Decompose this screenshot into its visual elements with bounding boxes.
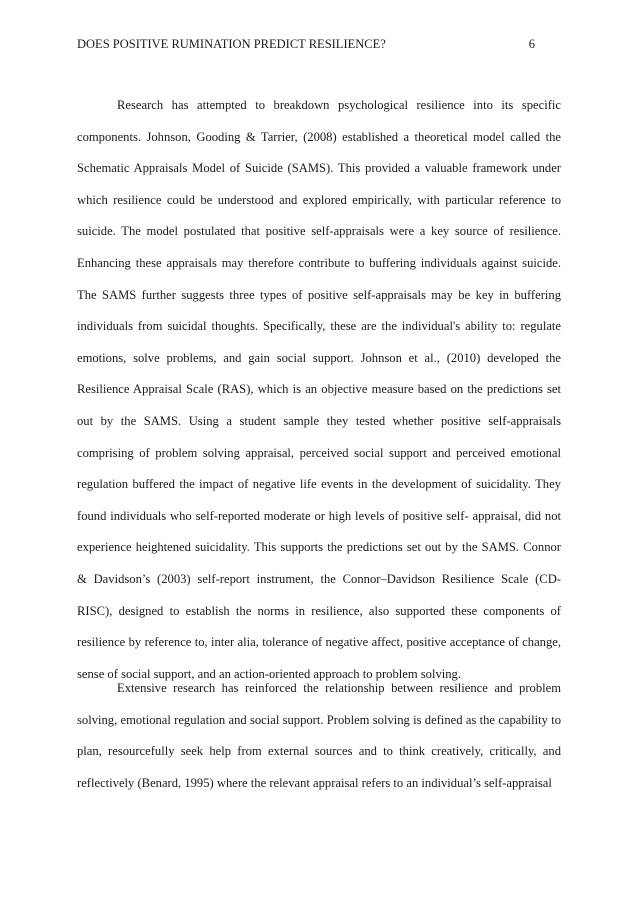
body-paragraph: Research has attempted to breakdown psychological resilience into its specific components. Johnson, Gooding & Tarrier, (2008) established a theoretical model called the Schematic Appraisals Model of Suicide (SAMS). This provided a valuable framework under which resilience could be understood and explored empirically, with particular reference to suicide. The model postulated that positive self-appraisals were a key source of resilience. Enhancing these appraisals may therefore contribute to buffering individuals against suicide. The SAMS further suggests three types of positive self-appraisals may be key in buffering individuals from suicidal thoughts. Specifically, these are the individual's ability to: regulate emotions, solve problems, and gain social support. Johnson et al., (2010) developed the Resilience Appraisal Scale (RAS), which is an objective measure based on the predictions set out by the SAMS. Using a student sample they tested whether positive self-appraisals comprising of problem solving appraisal, perceived social support and perceived emotional regulation buffered the impact of negative life events in the development of suicidality. They found individuals who self-reported moderate or high levels of positive self- appraisal, did not experience heightened suicidality. This supports the predictions set out by the SAMS. Connor & Davidson’s (2003) self-report instrument, the Connor–Davidson Resilience Scale (CD-RISC), designed to establish the norms in resilience, also supported these components of resilience by reference to, inter alia, tolerance of negative affect, positive acceptance of change, sense of social support, and an action-oriented approach to problem solving. [77, 98, 561, 681]
running-head [77, 36, 561, 52]
running-head-title: DOES POSITIVE RUMINATION PREDICT RESILIENCE? [77, 37, 386, 51]
page-number: 6 [528, 37, 535, 51]
body-paragraph: Extensive research has reinforced the relationship between resilience and problem solving, emotional regulation and social support. Problem solving is defined as the capability to plan, resourcefully seek help from external sources and to think creatively, critically, and reflectively (Benard, 1995) where the relevant appraisal refers to an individual’s self-appraisal [77, 681, 561, 790]
